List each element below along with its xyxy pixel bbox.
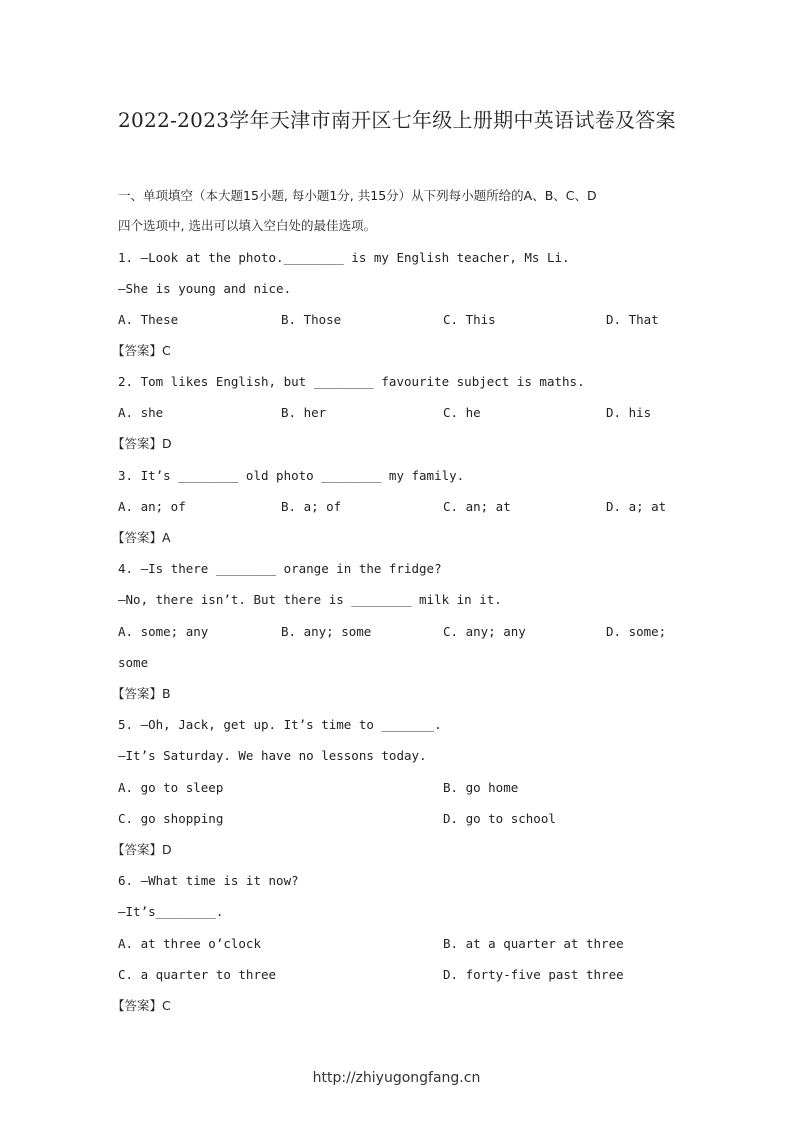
- question-2-line-1: 2. Tom likes English, but ________ favourite subject is maths.: [118, 374, 585, 389]
- section-heading: 一、单项填空（本大题15小题, 每小题1分, 共15分）从下列每小题所给的A、B、C、D: [118, 188, 597, 203]
- question-3-answer: 【答案】A: [112, 530, 171, 545]
- question-6-option-a: A. at three o’clock: [118, 936, 261, 951]
- footer-url: http://zhiyugongfang.cn: [312, 1070, 481, 1086]
- question-2-answer: 【答案】D: [112, 436, 172, 451]
- question-2-option-c: C. he: [443, 405, 481, 420]
- question-6-option-b: B. at a quarter at three: [443, 936, 624, 951]
- question-2-option-b: B. her: [281, 405, 327, 420]
- question-1-option-a: A. These: [118, 312, 179, 327]
- question-1-answer: 【答案】C: [112, 343, 171, 358]
- question-4-line-1: 4. —Is there ________ orange in the fridge?: [118, 561, 442, 576]
- question-3-option-d: D. a; at: [606, 499, 667, 514]
- question-4-option-d-cont: some: [118, 655, 149, 670]
- section-heading-cont: 四个选项中, 选出可以填入空白处的最佳选项。: [118, 218, 376, 233]
- question-1-line-2: —She is young and nice.: [118, 281, 292, 296]
- question-4-answer: 【答案】B: [112, 686, 171, 701]
- question-5-option-a: A. go to sleep: [118, 780, 224, 795]
- question-1-option-b: B. Those: [281, 312, 342, 327]
- question-1-option-d: D. That: [606, 312, 659, 327]
- question-4-option-c: C. any; any: [443, 624, 526, 639]
- question-6-answer: 【答案】C: [112, 998, 171, 1013]
- question-5-option-d: D. go to school: [443, 811, 556, 826]
- question-2-option-a: A. she: [118, 405, 164, 420]
- question-5-line-1: 5. —Oh, Jack, get up. It’s time to _______.: [118, 717, 442, 732]
- question-4-option-d: D. some;: [606, 624, 667, 639]
- question-5-option-b: B. go home: [443, 780, 519, 795]
- question-1-option-c: C. This: [443, 312, 496, 327]
- question-4-line-2: —No, there isn’t. But there is ________ milk in it.: [118, 592, 502, 607]
- question-6-line-2: —It’s________.: [118, 904, 224, 919]
- question-6-line-1: 6. —What time is it now?: [118, 873, 299, 888]
- question-4-option-a: A. some; any: [118, 624, 209, 639]
- question-5-option-c: C. go shopping: [118, 811, 224, 826]
- question-1-line-1: 1. —Look at the photo.________ is my English teacher, Ms Li.: [118, 250, 570, 265]
- question-5-answer: 【答案】D: [112, 842, 172, 857]
- question-3-option-b: B. a; of: [281, 499, 342, 514]
- question-5-line-2: —It’s Saturday. We have no lessons today.: [118, 748, 427, 763]
- document-title: 2022-2023学年天津市南开区七年级上册期中英语试卷及答案: [118, 108, 676, 132]
- question-3-option-c: C. an; at: [443, 499, 511, 514]
- question-4-option-b: B. any; some: [281, 624, 372, 639]
- question-6-option-c: C. a quarter to three: [118, 967, 277, 982]
- question-3-option-a: A. an; of: [118, 499, 186, 514]
- question-3-line-1: 3. It’s ________ old photo ________ my family.: [118, 468, 465, 483]
- question-2-option-d: D. his: [606, 405, 652, 420]
- question-6-option-d: D. forty-five past three: [443, 967, 624, 982]
